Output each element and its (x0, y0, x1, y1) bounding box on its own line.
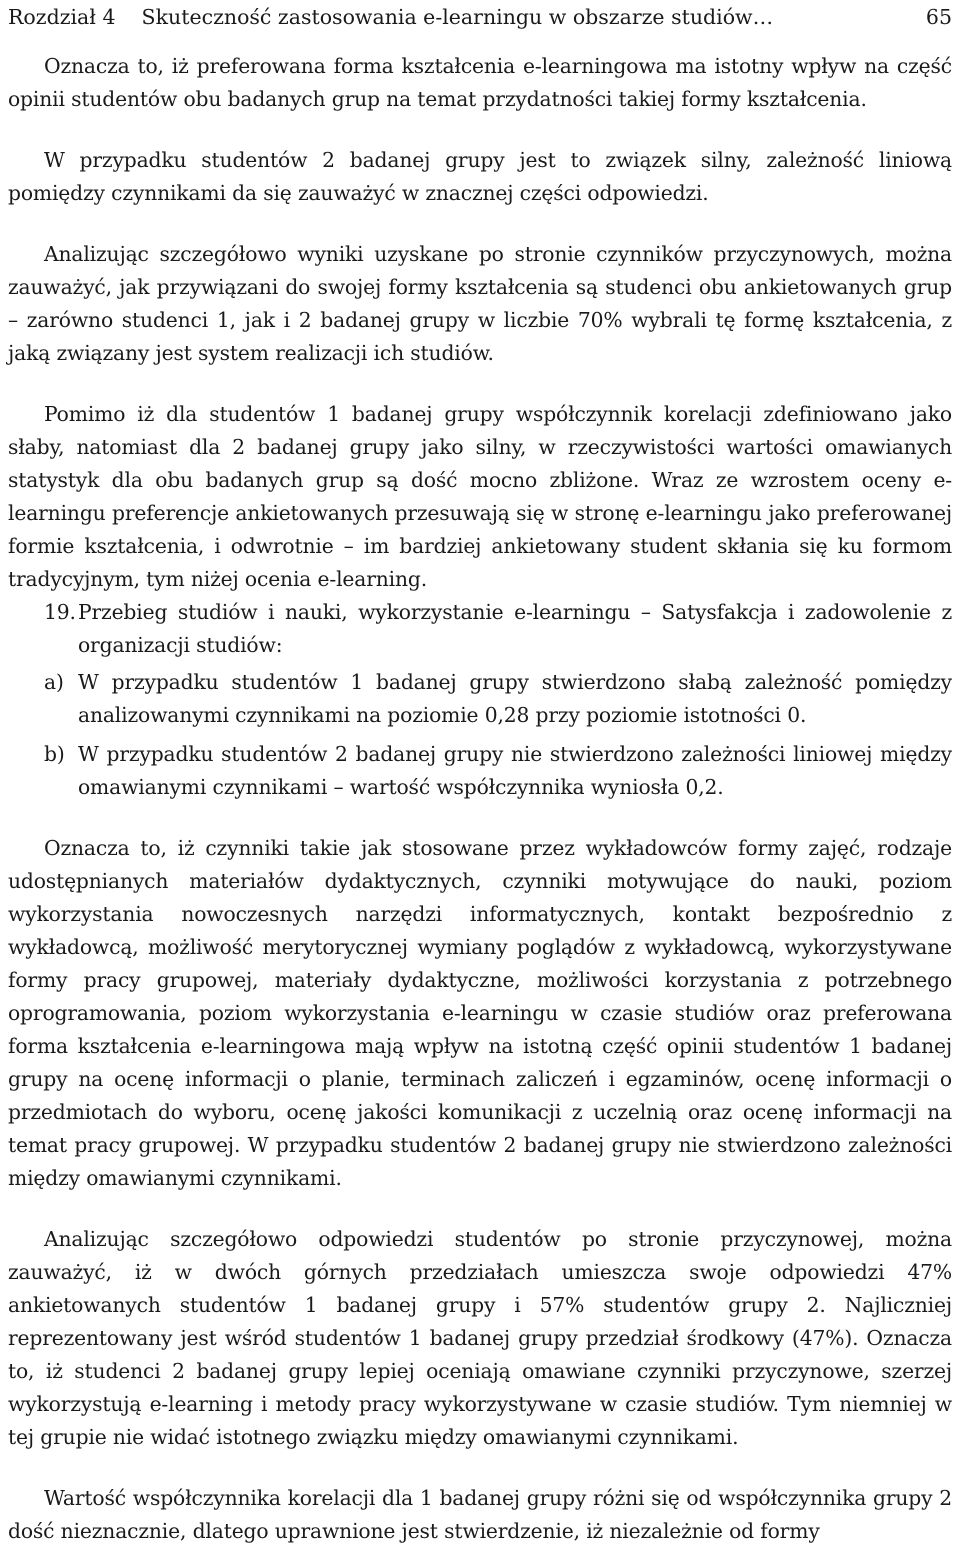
list-item-text: Przebieg studiów i nauki, wykorzystanie e-learningu – Satysfakcja i zadowolenie z organizacji studiów: (78, 600, 952, 657)
list-number: 19. (44, 600, 76, 624)
chapter-title: Rozdział 4 Skuteczność zastosowania e-learningu w obszarze studiów… (8, 5, 774, 29)
running-header (8, 0, 952, 34)
list-marker: a) (44, 670, 64, 694)
paragraph: Oznacza to, iż czynniki takie jak stosowane przez wykładowców formy zajęć, rodzaje udostępnianych materiałów dydaktycznych, czynniki motywujące do nauki, poziom wykorzystania nowoczesnych narzędzi informatycznych, kontakt bezpośrednio z wykładowcą, możliwość merytorycznej wymiany poglądów z wykładowcą, wykorzystywane formy pracy grupowej, materiały dydaktyczne, możliwości korzystania z potrzebnego oprogramowania, poziom wykorzystania e-learningu w czasie studiów oraz preferowana forma kształcenia e-learningowa mają wpływ na istotną część opinii studentów 1 badanej grupy na ocenę informacji o planie, terminach zaliczeń i egzaminów, ocenę informacji o przedmiotach do wyboru, ocenę jakości komunikacji z uczelnią oraz ocenę informacji na temat pracy grupowej. W przypadku studentów 2 badanej grupy nie stwierdzono zależności między omawianymi czynnikami. (8, 836, 952, 1190)
paragraph: Pomimo iż dla studentów 1 badanej grupy współczynnik korelacji zdefiniowano jako słaby, natomiast dla 2 badanej grupy jako silny, w rzeczywistości wartości omawianych statystyk dla obu badanych grup są dość mocno zbliżone. Wraz ze wzrostem oceny e-learningu preferencje ankietowanych przesuwają się w stronę e-learningu jako preferowanej formie kształcenia, i odwrotnie – im bardziej ankietowany student skłania się ku formom tradycyjnym, tym niżej ocenia e-learning. (8, 402, 952, 591)
list-item-text: W przypadku studentów 1 badanej grupy stwierdzono słabą zależność pomiędzy analizowanymi czynnikami na poziomie 0,28 przy poziomie istotności 0. (78, 670, 952, 727)
paragraph: Wartość współczynnika korelacji dla 1 badanej grupy różni się od współczynnika grupy 2 dość nieznacznie, dlatego uprawnione jest stwierdzenie, iż niezależnie od formy (8, 1486, 952, 1543)
paragraph: Analizując szczegółowo odpowiedzi studentów po stronie przyczynowej, można zauważyć, iż w dwóch górnych przedziałach umieszcza swoje odpowiedzi 47% ankietowanych studentów 1 badanej grupy i 57% studentów grupy 2. Najliczniej reprezentowany jest wśród studentów 1 badanej grupy przedział środkowy (47%). Oznacza to, iż studenci 2 badanej grupy lepiej oceniają omawiane czynniki przyczynowe, szerzej wykorzystują e-learning i metody pracy wykorzystywane w czasie studiów. Tym niemniej w tej grupie nie widać istotnego związku między omawianymi czynnikami. (8, 1227, 952, 1449)
paragraph: Analizując szczegółowo wyniki uzyskane po stronie czynników przyczynowych, można zauważyć, jak przywiązani do swojej formy kształcenia są studenci obu ankietowanych grup – zarówno studenci 1, jak i 2 badanej grupy w liczbie 70% wybrali tę formę kształcenia, z jaką związany jest system realizacji ich studiów. (8, 242, 952, 365)
paragraph: W przypadku studentów 2 badanej grupy jest to związek silny, zależność liniową pomiędzy czynnikami da się zauważyć w znacznej części odpowiedzi. (8, 148, 952, 205)
page-number: 65 (925, 5, 952, 29)
numbered-list-item (8, 596, 952, 662)
list-marker: b) (44, 742, 65, 766)
sub-list-item (8, 666, 952, 732)
sub-list-item (8, 738, 952, 804)
document-page (8, 0, 952, 1548)
paragraph: Oznacza to, iż preferowana forma kształcenia e-learningowa ma istotny wpływ na część opinii studentów obu badanych grup na temat przydatności takiej formy kształcenia. (8, 54, 952, 111)
list-item-text: W przypadku studentów 2 badanej grupy nie stwierdzono zależności liniowej między omawianymi czynnikami – wartość współczynnika wyniosła 0,2. (78, 742, 952, 799)
